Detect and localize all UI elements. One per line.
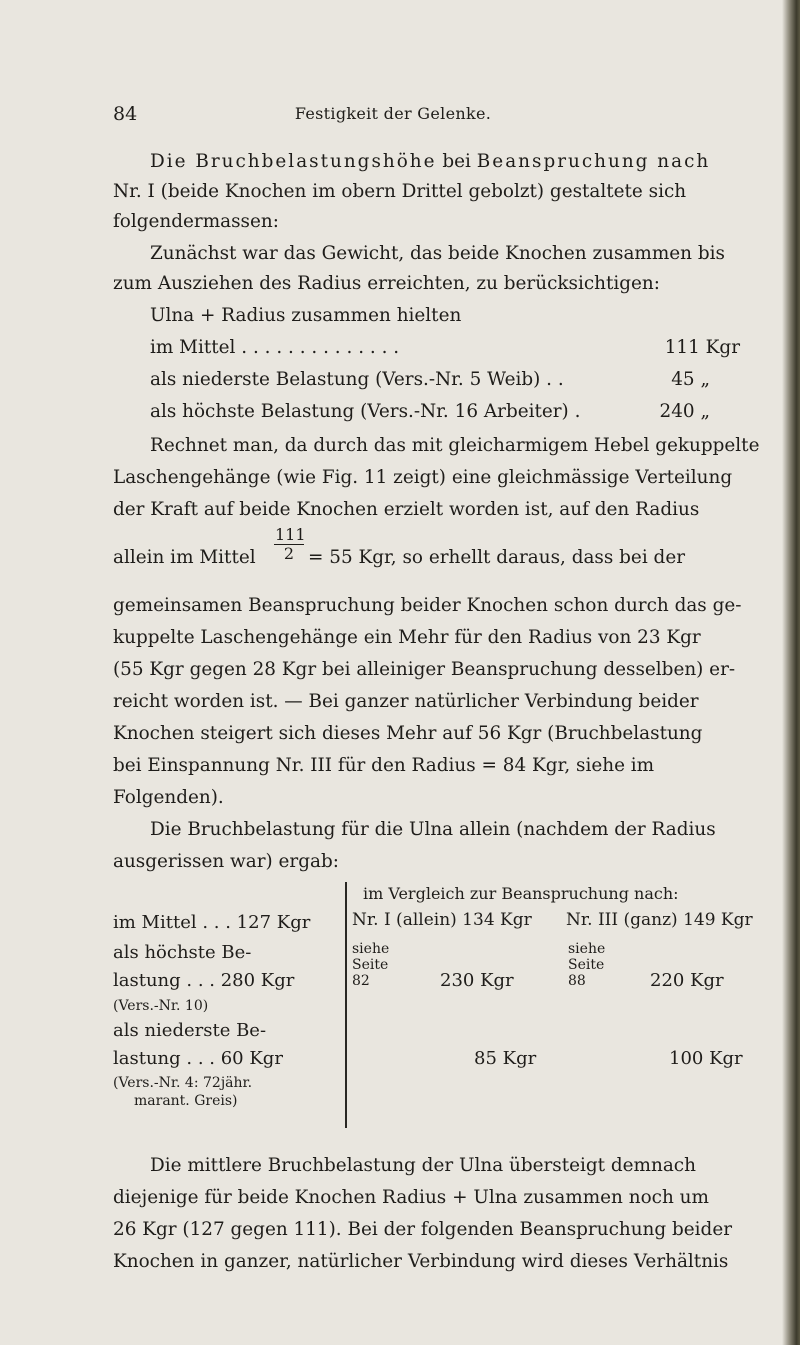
table-right-hi-b: 220 Kgr bbox=[650, 970, 724, 991]
para5-line3: 26 Kgr (127 gegen 111). Bei der folgenden Beanspruchung beider bbox=[113, 1219, 733, 1240]
table-left-r5-note1: (Vers.-Nr. 4: 72jähr. bbox=[113, 1075, 253, 1091]
table-right-lo-a: 85 Kgr bbox=[474, 1048, 537, 1069]
table-left-r5-note2: marant. Greis) bbox=[134, 1093, 238, 1109]
table-left-r3: lastung . . . 280 Kgr bbox=[113, 970, 295, 991]
table-right-lo-b: 100 Kgr bbox=[669, 1048, 743, 1069]
para3-line6: kuppelte Laschengehänge ein Mehr für den Radius von 23 Kgr bbox=[113, 627, 701, 648]
table-right-hi-a: 230 Kgr bbox=[440, 970, 514, 991]
para3-line3: der Kraft auf beide Knochen erzielt worden ist, auf den Radius bbox=[113, 499, 700, 520]
table-right-title: im Vergleich zur Beanspruchung nach: bbox=[363, 884, 679, 903]
table-left-r3-note: (Vers.-Nr. 10) bbox=[113, 998, 209, 1014]
list1-row: im Mittel . . . . . . . . . . . . . . 111 Kgr bbox=[150, 337, 740, 358]
para1-line2: Nr. I (beide Knochen im obern Drittel gebolzt) gestaltete sich bbox=[113, 181, 687, 202]
table-left-r4: als niederste Be- bbox=[113, 1020, 267, 1041]
para3-line10: bei Einspannung Nr. III für den Radius = 84 Kgr, siehe im bbox=[113, 755, 655, 776]
table-divider bbox=[345, 882, 347, 1128]
table-right-head-a: Nr. I (allein) 134 Kgr bbox=[352, 910, 532, 930]
para3-line4-post: = 55 Kgr, so erhellt daraus, dass bei der bbox=[308, 547, 685, 568]
para3-line11: Folgenden). bbox=[113, 787, 224, 808]
para3-line9: Knochen steigert sich dieses Mehr auf 56 Kgr (Bruchbelastung bbox=[113, 723, 703, 744]
table-left-r5: lastung . . . 60 Kgr bbox=[113, 1048, 283, 1069]
para3-line8: reicht worden ist. — Bei ganzer natürlicher Verbindung beider bbox=[113, 691, 699, 712]
table-right-see-b: siehe Seite 88 bbox=[568, 941, 606, 989]
page-header bbox=[113, 103, 673, 133]
para2-line2: zum Ausziehen des Radius erreichten, zu berücksichtigen: bbox=[113, 273, 660, 294]
para2-line1: Zunächst war das Gewicht, das beide Knochen zusammen bis bbox=[150, 243, 725, 264]
para5-line1: Die mittlere Bruchbelastung der Ulna übersteigt demnach bbox=[150, 1155, 696, 1176]
fraction-numerator: 111 bbox=[275, 525, 306, 544]
fraction bbox=[274, 527, 304, 562]
table-right-head-b: Nr. III (ganz) 149 Kgr bbox=[566, 910, 753, 930]
page-edge-shadow bbox=[782, 0, 800, 1345]
para4-line2: ausgerissen war) ergab: bbox=[113, 851, 339, 872]
para3-line4-pre: allein im Mittel bbox=[113, 547, 256, 568]
table-left-r1: im Mittel . . . 127 Kgr bbox=[113, 912, 311, 933]
para3-line7: (55 Kgr gegen 28 Kgr bei alleiniger Beanspruchung desselben) er- bbox=[113, 659, 736, 680]
list1-heading: Ulna + Radius zusammen hielten bbox=[150, 305, 462, 326]
table-left-r2: als höchste Be- bbox=[113, 942, 252, 963]
para3-line2: Laschengehänge (wie Fig. 11 zeigt) eine gleichmässige Verteilung bbox=[113, 467, 733, 488]
para5-line2: diejenige für beide Knochen Radius + Ulna zusammen noch um bbox=[113, 1187, 709, 1208]
para1-line3: folgendermassen: bbox=[113, 211, 279, 232]
list1-row: als höchste Belastung (Vers.-Nr. 16 Arbeiter) . 240 „ bbox=[150, 401, 710, 422]
para4-line1: Die Bruchbelastung für die Ulna allein (nachdem der Radius bbox=[150, 819, 716, 840]
table-right-see-a: siehe Seite 82 bbox=[352, 941, 390, 989]
running-title: Festigkeit der Gelenke. bbox=[294, 104, 492, 123]
page-number: 84 bbox=[113, 103, 138, 125]
para5-line4: Knochen in ganzer, natürlicher Verbindung wird dieses Verhältnis bbox=[113, 1251, 729, 1272]
para3-line5: gemeinsamen Beanspruchung beider Knochen schon durch das ge- bbox=[113, 595, 742, 616]
para3-line1: Rechnet man, da durch das mit gleicharmigem Hebel gekuppelte bbox=[150, 435, 760, 456]
fraction-denominator: 2 bbox=[283, 544, 295, 563]
para1-line1: Die Bruchbelastungshöhe bei Beanspruchung nach bbox=[150, 151, 711, 172]
list1-row: als niederste Belastung (Vers.-Nr. 5 Weib) . . 45 „ bbox=[150, 369, 710, 390]
